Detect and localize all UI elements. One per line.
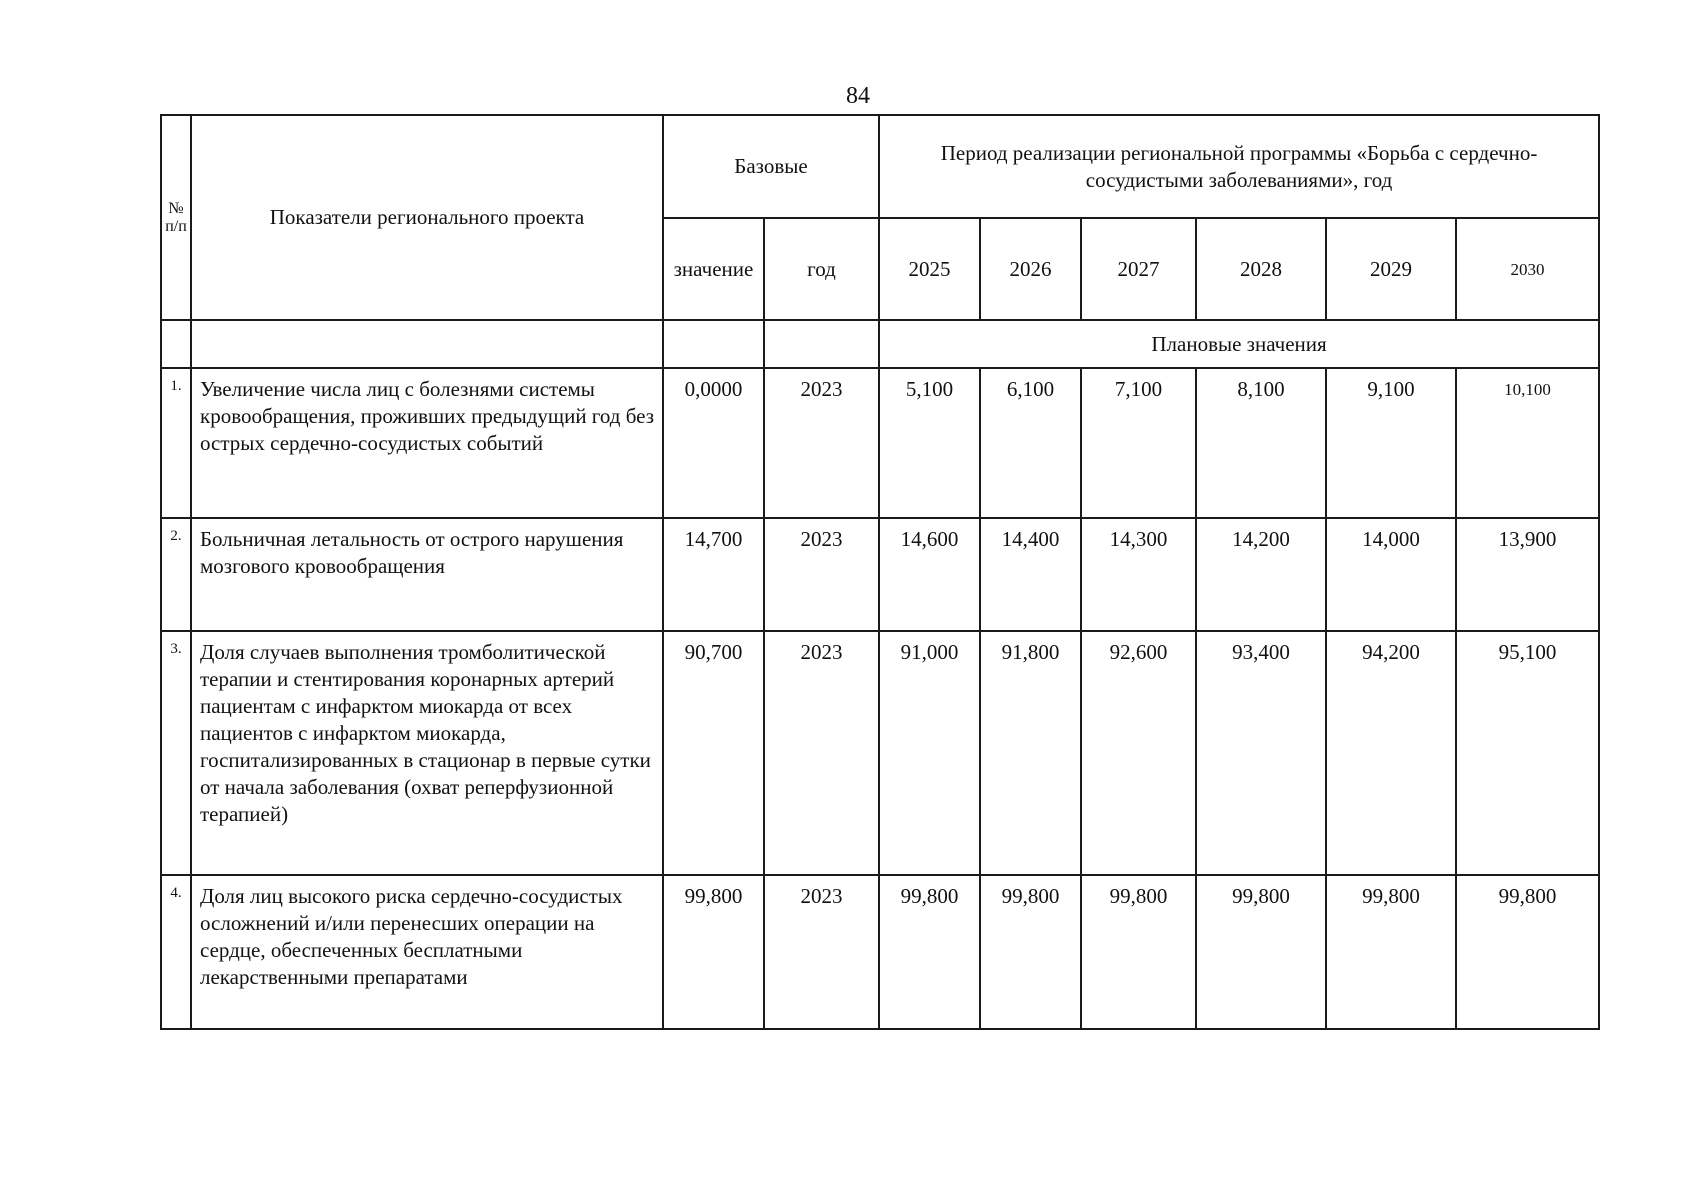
base-year: 2023 (764, 368, 879, 518)
value-2029: 99,800 (1326, 875, 1456, 1029)
page-number: 84 (846, 83, 870, 109)
value-2027: 92,600 (1081, 631, 1196, 875)
value-2025: 14,600 (879, 518, 980, 631)
value-2030: 95,100 (1456, 631, 1599, 875)
header-row-1 (161, 115, 1599, 218)
base-value: 14,700 (663, 518, 764, 631)
base-year: 2023 (764, 518, 879, 631)
value-2030: 13,900 (1456, 518, 1599, 631)
year-header-2028: 2028 (1196, 218, 1326, 320)
indicator-name: Увеличение числа лиц с болезнями системы кровообращения, проживших предыдущий год без острых сердечно-сосудистых событий (191, 368, 663, 518)
base-year-header: год (764, 218, 879, 320)
value-2027: 7,100 (1081, 368, 1196, 518)
empty-cell (191, 320, 663, 368)
value-2028: 99,800 (1196, 875, 1326, 1029)
base-year: 2023 (764, 875, 879, 1029)
table-row (161, 518, 1599, 631)
num-column-header: № п/п (161, 115, 191, 320)
base-value: 0,0000 (663, 368, 764, 518)
year-header-2026: 2026 (980, 218, 1081, 320)
value-2027: 14,300 (1081, 518, 1196, 631)
base-value: 99,800 (663, 875, 764, 1029)
year-header-2030: 2030 (1456, 218, 1599, 320)
value-2030: 10,100 (1456, 368, 1599, 518)
row-number: 4. (161, 875, 191, 1029)
value-2030: 99,800 (1456, 875, 1599, 1029)
value-2029: 94,200 (1326, 631, 1456, 875)
indicator-name: Доля случаев выполнения тромболитической терапии и стентирования коронарных артерий пациентам с инфарктом миокарда от всех пациентов с инфарктом миокарда, госпитализированных в стационар в первые сутки от начала заболевания (охват реперфузионной терапией) (191, 631, 663, 875)
value-2027: 99,800 (1081, 875, 1196, 1029)
base-year: 2023 (764, 631, 879, 875)
value-2025: 5,100 (879, 368, 980, 518)
value-2026: 99,800 (980, 875, 1081, 1029)
value-2028: 14,200 (1196, 518, 1326, 631)
table-row (161, 875, 1599, 1029)
table-row (161, 631, 1599, 875)
year-header-2029: 2029 (1326, 218, 1456, 320)
value-2025: 91,000 (879, 631, 980, 875)
value-2026: 14,400 (980, 518, 1081, 631)
plan-label-row (161, 320, 1599, 368)
row-number: 1. (161, 368, 191, 518)
empty-cell (663, 320, 764, 368)
value-2029: 9,100 (1326, 368, 1456, 518)
base-value-header: значение (663, 218, 764, 320)
indicators-table (160, 114, 1600, 1030)
value-2028: 93,400 (1196, 631, 1326, 875)
indicator-column-header: Показатели регионального проекта (191, 115, 663, 320)
period-group-header: Период реализации региональной программы «Борьба с сердечно-сосудистыми заболеваниями», год (879, 115, 1599, 218)
row-number: 3. (161, 631, 191, 875)
value-2028: 8,100 (1196, 368, 1326, 518)
empty-cell (764, 320, 879, 368)
indicator-name: Больничная летальность от острого нарушения мозгового кровообращения (191, 518, 663, 631)
empty-cell (161, 320, 191, 368)
plan-values-label: Плановые значения (879, 320, 1599, 368)
indicator-name: Доля лиц высокого риска сердечно-сосудистых осложнений и/или перенесших операции на сердце, обеспеченных бесплатными лекарственными препаратами (191, 875, 663, 1029)
row-number: 2. (161, 518, 191, 631)
value-2025: 99,800 (879, 875, 980, 1029)
base-value: 90,700 (663, 631, 764, 875)
value-2029: 14,000 (1326, 518, 1456, 631)
base-group-header: Базовые (663, 115, 879, 218)
value-2026: 91,800 (980, 631, 1081, 875)
table-row (161, 368, 1599, 518)
year-header-2027: 2027 (1081, 218, 1196, 320)
year-header-2025: 2025 (879, 218, 980, 320)
value-2026: 6,100 (980, 368, 1081, 518)
